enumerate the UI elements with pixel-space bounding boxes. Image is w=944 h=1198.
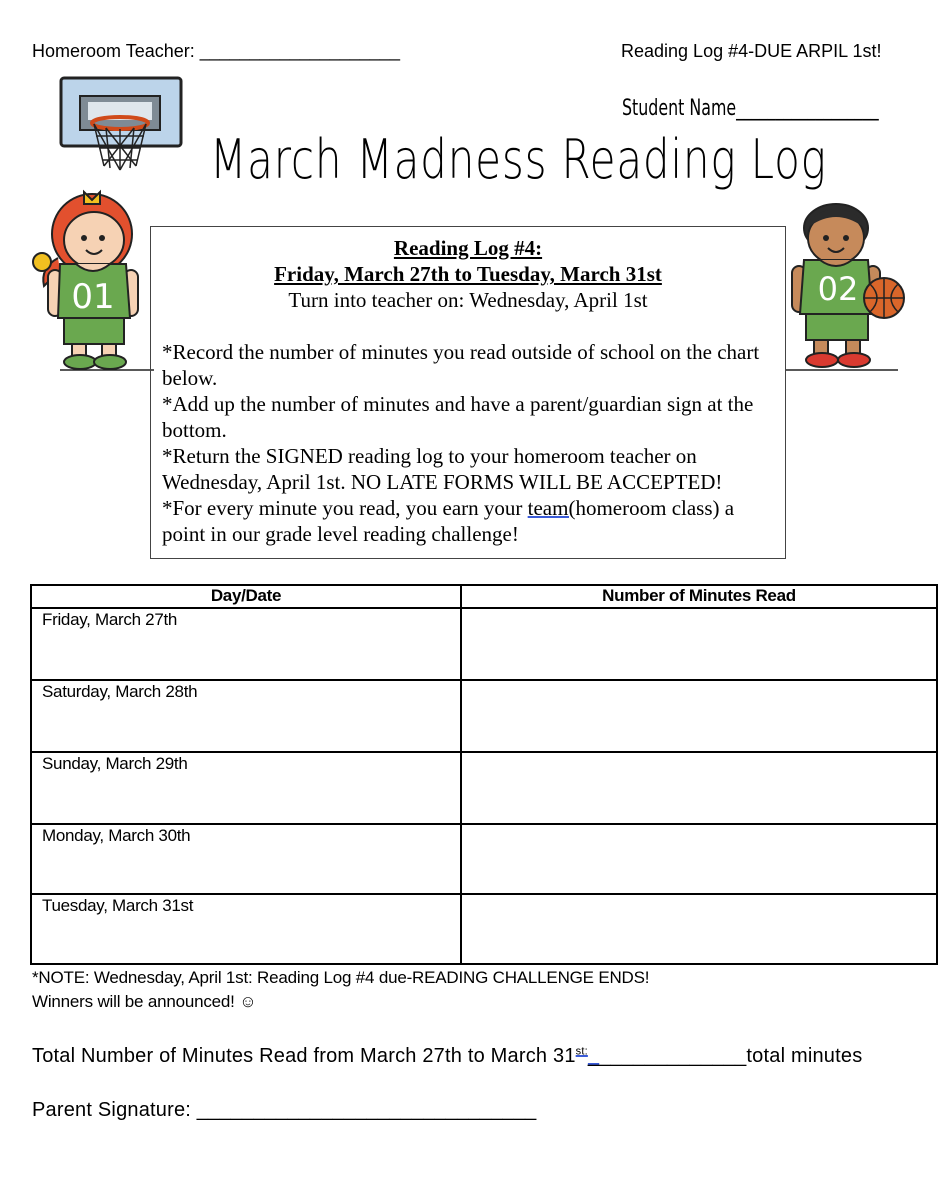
minutes-cell[interactable] — [461, 752, 937, 824]
minutes-cell[interactable] — [461, 824, 937, 894]
girl-player-icon — [30, 186, 154, 374]
reading-log-table — [30, 584, 938, 965]
table-row — [31, 752, 937, 824]
parent-signature-field[interactable]: Parent Signature: ______________________________ — [32, 1099, 537, 1121]
day-label: Monday, March 30th — [42, 826, 191, 845]
note-line-1: *NOTE: Wednesday, April 1st: Reading Log #4 due-READING CHALLENGE ENDS! — [32, 968, 650, 987]
day-cell — [31, 752, 461, 824]
boy-player-icon — [786, 198, 910, 374]
instructions-box — [150, 226, 786, 559]
column-minutes-read: Number of Minutes Read — [461, 585, 937, 608]
minutes-cell[interactable] — [461, 608, 937, 680]
page-title: March Madness Reading Log — [210, 128, 827, 191]
day-cell — [31, 680, 461, 752]
instruction-points-post: homeroom class) a point in our grade level reading challenge! — [162, 496, 735, 546]
instruction-record: *Record the number of minutes you read outside of school on the chart below. — [162, 340, 760, 390]
day-label: Saturday, March 28th — [42, 682, 198, 701]
total-minutes-field[interactable]: _____________ — [599, 1045, 747, 1067]
minutes-cell[interactable] — [461, 680, 937, 752]
column-day-date: Day/Date — [31, 585, 461, 608]
team-link[interactable]: team( — [527, 496, 576, 520]
table-row — [31, 824, 937, 894]
minutes-cell[interactable] — [461, 894, 937, 964]
table-row — [31, 680, 937, 752]
day-cell — [31, 608, 461, 680]
homeroom-teacher-label: Homeroom Teacher: ____________________ — [32, 41, 400, 61]
total-prefix: Total Number of Minutes Read from March 27th to March 31 — [32, 1045, 576, 1067]
note-line-2: Winners will be announced! ☺ — [32, 992, 257, 1011]
day-label: Friday, March 27th — [42, 610, 178, 629]
day-label: Sunday, March 29th — [42, 754, 188, 773]
day-cell — [31, 894, 461, 964]
student-name-label: Student Name__________________ — [622, 96, 879, 121]
reading-log-due-label: Reading Log #4-DUE ARPIL 1st! — [621, 41, 882, 61]
left-player-number: 01 — [71, 277, 115, 317]
total-suffix: total minutes — [746, 1045, 863, 1067]
right-player-number: 02 — [817, 270, 859, 308]
day-label: Tuesday, March 31st — [42, 896, 194, 915]
instruction-points-pre: *For every minute you read, you earn your — [162, 496, 528, 520]
total-blank: _ — [587, 1045, 600, 1067]
box-date-range: Friday, March 27th to Tuesday, March 31st — [274, 262, 662, 286]
day-cell — [31, 824, 461, 894]
instruction-return: *Return the SIGNED reading log to your homeroom teacher on Wednesday, April 1st. NO LATE FORMS WILL BE ACCEPTED! — [162, 444, 723, 494]
basketball-hoop-icon — [58, 76, 184, 176]
total-minutes-line — [32, 1045, 862, 1068]
table-row — [31, 608, 937, 680]
note-text — [32, 966, 649, 1014]
instruction-add-up: *Add up the number of minutes and have a parent/guardian sign at the bottom. — [162, 392, 754, 442]
total-sup: st: — [575, 1045, 588, 1058]
box-turn-in: Turn into teacher on: Wednesday, April 1st — [288, 288, 648, 312]
box-heading: Reading Log #4: — [393, 236, 543, 260]
table-header-row — [31, 585, 937, 608]
table-row — [31, 894, 937, 964]
instruction-points — [162, 495, 774, 547]
